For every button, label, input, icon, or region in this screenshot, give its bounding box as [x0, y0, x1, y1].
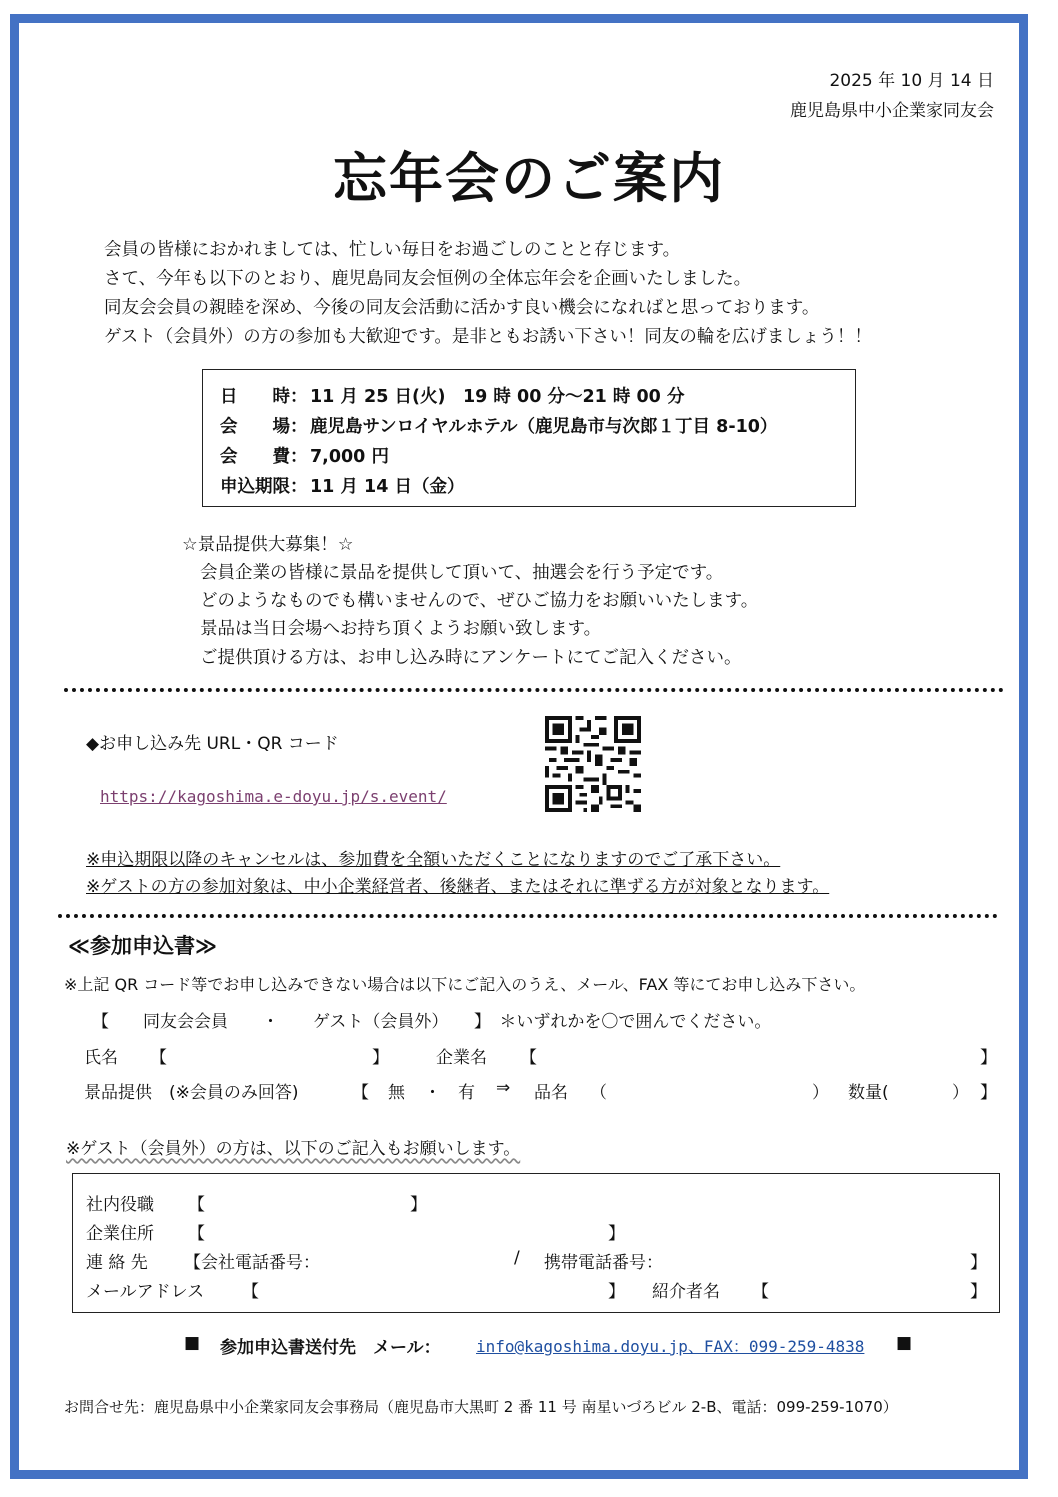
info-label: 申込期限：	[220, 477, 308, 497]
form-instruction: ※上記 QR コード等でお申し込みできない場合は以下にご記入のうえ、メール、FAX 等にてお申し込み下さい。	[64, 975, 866, 994]
company-phone-label: 【会社電話番号：	[184, 1253, 320, 1273]
prize-option-none[interactable]: 無	[388, 1083, 405, 1103]
referrer-field-open: 【	[752, 1282, 769, 1302]
guest-info-box	[72, 1173, 1000, 1313]
prize-line: どのようなものでも構いませんので、ぜひご協力をお願いいたします。	[200, 591, 759, 611]
item-field-open: （	[590, 1083, 607, 1103]
dotted-divider	[64, 688, 1004, 692]
position-field-open: 【	[188, 1195, 205, 1215]
name-label: 氏名	[84, 1048, 118, 1068]
attendee-type-selector[interactable]: 【 同友会会員 ・ ゲスト（会員外） 】 ＊いずれかを〇で囲んでください。	[92, 1012, 772, 1032]
guest-eligibility-note: ※ゲストの方の参加対象は、中小企業経営者、後継者、またはそれに準ずる方が対象となります。	[86, 877, 830, 897]
info-value: 11 月 14 日（金）	[310, 477, 465, 497]
contact-field-close: 】	[970, 1253, 987, 1273]
info-label: 会 場：	[220, 417, 308, 437]
company-field-open: 【	[520, 1048, 537, 1068]
quantity-label: 数量(	[848, 1083, 889, 1103]
contact-label: 連 絡 先	[86, 1253, 148, 1273]
prize-heading: ☆景品提供大募集！☆	[182, 535, 354, 555]
intro-line-4: ゲスト（会員外）の方の参加も大歓迎です。是非ともお誘い下さい！同友の輪を広げましょう！！	[104, 327, 872, 347]
address-field-open: 【	[188, 1224, 205, 1244]
square-bullet-icon: ■	[184, 1333, 201, 1353]
referrer-field-close: 】	[970, 1282, 987, 1302]
event-deadline	[220, 473, 464, 498]
position-field-close: 】	[410, 1195, 427, 1215]
info-value: 7,000 円	[310, 447, 389, 467]
event-fee	[220, 443, 389, 468]
company-field-close: 】	[980, 1048, 997, 1068]
prize-line: 景品は当日会場へお持ち頂くようお願い致します。	[200, 619, 602, 639]
name-field-close: 】	[372, 1048, 389, 1068]
referrer-label: 紹介者名	[652, 1282, 720, 1302]
email-field-open: 【	[242, 1282, 259, 1302]
prize-option-separator: ・	[424, 1083, 441, 1103]
name-field-open: 【	[150, 1048, 167, 1068]
apply-url-link[interactable]: https://kagoshima.e-doyu.jp/s.event/	[100, 787, 447, 806]
guest-note: ※ゲスト（会員外）の方は、以下のご記入もお願いします。	[66, 1139, 521, 1159]
page-title: 忘年会のご案内	[333, 147, 725, 210]
mobile-phone-label: 携帯電話番号：	[544, 1253, 663, 1273]
info-label: 日 時：	[220, 387, 308, 407]
square-bullet-icon: ■	[896, 1333, 913, 1353]
issue-date: 2025 年 10 月 14 日	[829, 71, 994, 91]
contact-footer: お問合せ先：鹿児島県中小企業家同友会事務局（鹿児島市大黒町 2 番 11 号 南星いづろビル 2-B、電話：099-259-1070）	[64, 1398, 898, 1416]
item-field-close: ）	[812, 1083, 829, 1103]
address-field-close: 】	[608, 1224, 625, 1244]
item-name-label: 品名	[534, 1083, 568, 1103]
apply-heading: ◆お申し込み先 URL・QR コード	[86, 734, 339, 754]
event-venue	[220, 413, 777, 438]
form-heading: ≪参加申込書≫	[68, 934, 217, 958]
address-label: 企業住所	[86, 1224, 154, 1244]
company-label: 企業名	[436, 1048, 487, 1068]
prize-line: ご提供頂ける方は、お申し込み時にアンケートにてご記入ください。	[200, 648, 742, 668]
prize-offer-label: 景品提供 (※会員のみ回答)	[84, 1083, 299, 1103]
prize-field-open: 【	[352, 1083, 369, 1103]
info-label: 会 費：	[220, 447, 308, 467]
intro-line-3: 同友会会員の親睦を深め、今後の同友会活動に活かす良い機会になればと思っております。	[104, 298, 820, 318]
prize-field-close: 】	[980, 1083, 997, 1103]
quantity-field-close: ）	[952, 1083, 969, 1103]
prize-option-yes[interactable]: 有	[458, 1083, 475, 1103]
submit-label: 参加申込書送付先 メール：	[220, 1338, 441, 1358]
position-label: 社内役職	[86, 1195, 154, 1215]
arrow-icon: ⇒	[496, 1078, 511, 1098]
email-label: メールアドレス	[86, 1282, 205, 1302]
submit-email-fax[interactable]: info@kagoshima.doyu.jp、FAX：099-259-4838	[476, 1337, 865, 1356]
email-field-close: 】	[608, 1282, 625, 1302]
phone-separator: /	[514, 1248, 520, 1268]
cancel-note: ※申込期限以降のキャンセルは、参加費を全額いただくことになりますのでご了承下さい。	[86, 850, 781, 870]
info-value: 11 月 25 日(火) 19 時 00 分～21 時 00 分	[310, 387, 685, 407]
intro-line-2: さて、今年も以下のとおり、鹿児島同友会恒例の全体忘年会を企画いたしました。	[104, 269, 752, 289]
dotted-divider	[58, 914, 998, 918]
event-datetime	[220, 383, 684, 408]
intro-line-1: 会員の皆様におかれましては、忙しい毎日をお過ごしのことと存じます。	[104, 240, 681, 260]
info-value: 鹿児島サンロイヤルホテル（鹿児島市与次郎１丁目 8-10）	[310, 417, 778, 437]
qr-code-icon[interactable]	[542, 716, 644, 812]
issuer-organization: 鹿児島県中小企業家同友会	[790, 101, 994, 121]
prize-line: 会員企業の皆様に景品を提供して頂いて、抽選会を行う予定です。	[200, 563, 724, 583]
